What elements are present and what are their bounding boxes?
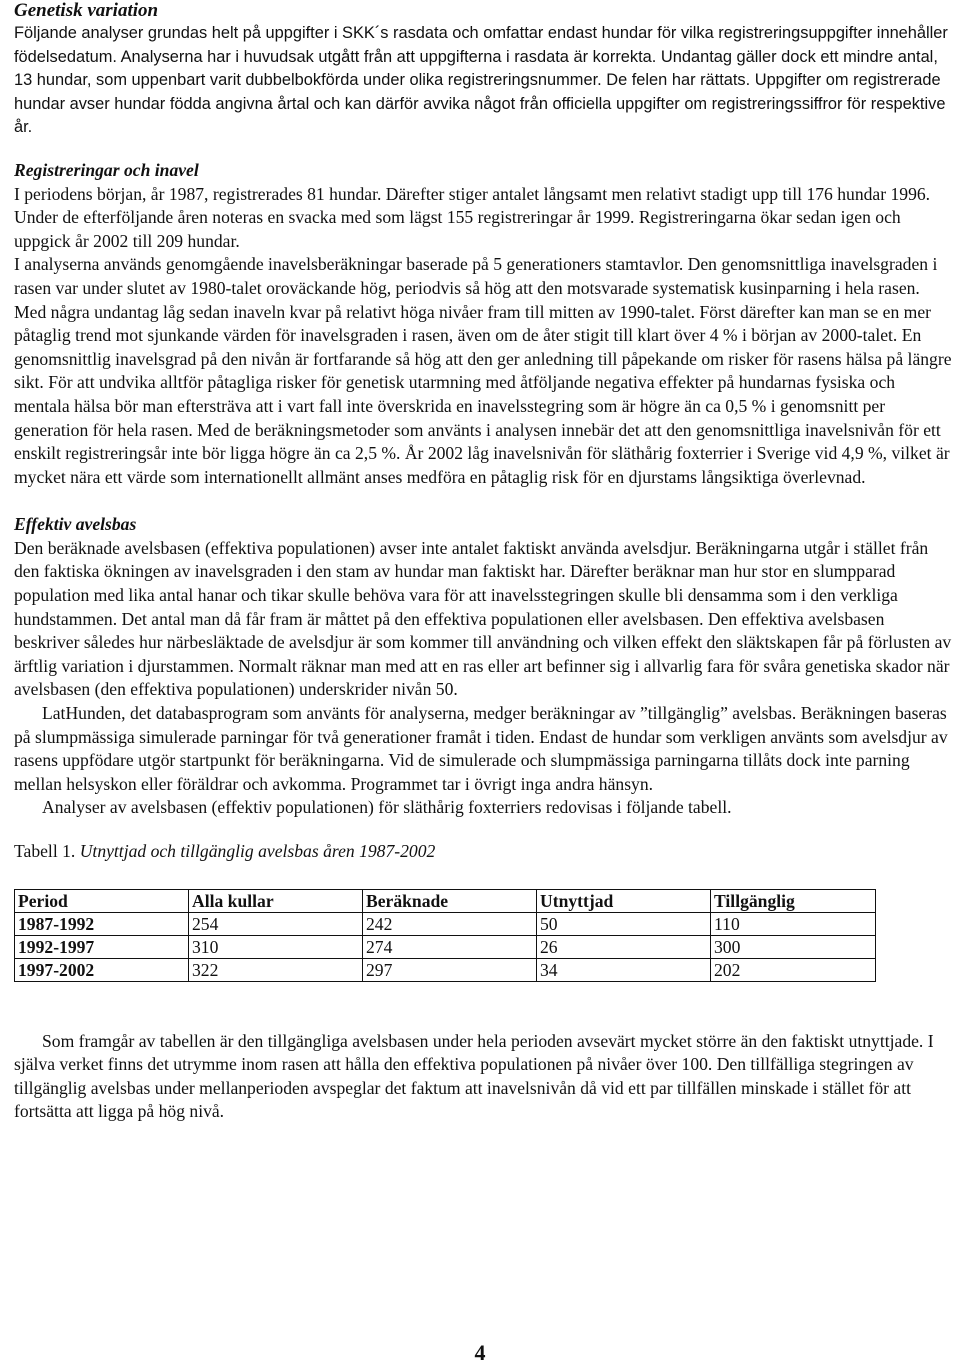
table-header-beraknade: Beräknade [363,889,537,912]
table-cell: 274 [363,935,537,958]
table-caption-title: Utnyttjad och tillgänglig avelsbas åren 1987-2002 [79,841,436,861]
table-caption [14,840,954,864]
table-cell-period: 1997-2002 [15,958,189,981]
paragraph-genetisk-variation: Följande analyser grundas helt på uppgifter i SKK´s rasdata och omfattar endast hundar för vilka registreringsuppgifter innehåller födelsedatum. Analyserna har i huvudsak utgått från att uppgifterna i rasdata är korrekta. Undantag gäller dock ett mindre antal, 13 hundar, som uppenbart varit dubbelbokförda under olika registreringsnummer. De felen har rättats. Uppgifter om registrerade hundar avser hundar födda angivna årtal och kan därför avvika något från officiella uppgifter om registreringssiffror för respektive år. [14,24,948,137]
table-cell: 300 [711,935,876,958]
table-cell: 110 [711,912,876,935]
table-cell-period: 1992-1997 [15,935,189,958]
page-number: 4 [474,1340,486,1365]
spacer [14,489,954,513]
paragraph-effektiv-avelsbas: Den beräknade avelsbasen (effektiva populationen) avser inte antalet faktiskt använda avelsdjur. Beräkningarna utgår i stället från den faktiska ökningen av inavelsgraden i den stam av hundar man faktiskt har. Därefter beräknar man hur stor en slumpparad population med lika antal hanar och tikar skulle behöva vara för att inavelsstegringen skulle bli densamma som i den verkliga hundstammen. Det antal man då får fram är måttet på den effektiva populationen eller avelsbasen. Den effektiva avelsbasen beskriver således hur närbesläktade de avelsdjur är som kommer till användning och vilken effekt den släktskapen får på förlusten av ärftlig variation i djurstammen. Normalt räknar man med att en ras eller art befinner sig i allvarlig fara för svåra genetiska skador när avelsbasen (den effektiva populationen) underskrider nivån 50. [14,537,952,700]
table-row [15,935,876,958]
table-row [15,912,876,935]
table-cell: 242 [363,912,537,935]
avelsbas-table [14,889,876,982]
table-cell-period: 1987-1992 [15,912,189,935]
paragraph-lathunden: LatHunden, det databasprogram som använts för analyserna, medger beräkningar av ”tillgänglig” avelsbas. Beräkningen baseras på slumpmässiga simulerade parningar för två generationer framåt i tiden. Endast de hundar som verkligen använts som avelsdjur av rasens uppfödare utgör startpunkt för beräkningarna. Vid de simulerade och slumpmässiga parningarna tillåts dock inte parning mellan helsyskon eller föräldrar och avkomma. Programmet tar i övrigt inga andra hänsyn. [14,703,948,794]
spacer [14,820,954,840]
table-cell: 50 [537,912,711,935]
table-cell: 254 [189,912,363,935]
section-heading-registreringar: Registreringar och inavel [14,159,199,180]
document-page [14,0,954,1124]
table-cell: 322 [189,958,363,981]
paragraph-registreringar: I periodens början, år 1987, registrerades 81 hundar. Därefter stiger antalet långsamt men relativt stadigt upp till 176 hundar 1996. Under de efterföljande åren noteras en svacka med som lägst 155 registreringar år 1999. Registreringarna ökar sedan igen och uppgick år 2002 till 209 hundar. [14,183,931,251]
section-heading-genetisk-variation: Genetisk variation [14,0,159,21]
spacer [14,864,954,889]
paragraph-analyser: Analyser av avelsbasen (effektiv populationen) för släthårig foxterriers redovisas i följande tabell. [42,797,732,818]
table-cell: 202 [711,958,876,981]
table-cell: 26 [537,935,711,958]
table-row [15,958,876,981]
spacer [14,140,954,159]
table-cell: 34 [537,958,711,981]
table-caption-prefix: Tabell 1. [14,841,76,861]
table-cell: 310 [189,935,363,958]
table-header-tillganglig: Tillgänglig [711,889,876,912]
table-cell: 297 [363,958,537,981]
section-heading-effektiv-avelsbas: Effektiv avelsbas [14,514,137,535]
table-header-row [15,889,876,912]
table-header-utnyttjad: Utnyttjad [537,889,711,912]
spacer [14,982,954,1030]
table-header-period: Period [15,889,189,912]
table-header-alla-kullar: Alla kullar [189,889,363,912]
paragraph-inavel: I analyserna används genomgående inavelsberäkningar baserade på 5 generationers stamtavlor. Den genomsnittliga inavelsgraden i rasen var under slutet av 1980-talet oroväckande hög, periodvis så hög att den motsvarade systematisk kusinparning i hela rasen. Med några undantag låg sedan inaveln kvar på relativt höga nivåer fram till mitten av 1990-talet. Först därefter kan man se en mer påtaglig trend mot sjunkande värden för inavelsgraden i rasen, även om de åter stigit till klart över 4 % i början av 2000-talet. En genomsnittlig inavelsgrad på den nivån är fortfarande så hög att den ger anledning till påpekande om risker för rasens hälsa på längre sikt. För att undvika alltför påtagliga risker för genetisk utarmning med åtföljande negativa effekter på hundarnas fysiska och mentala hälsa bör man eftersträva att i vart fall inte överskrida en inavelsstegring som är högre än ca 0,5 % i genomsnitt per generation för hela rasen. Med de beräkningsmetoder som använts i analysen innebär det att den genomsnittliga inavelsnivån för ett enskilt registreringsår inte bör ligga högre än ca 2,5 %. År 2002 låg inavelsnivån för släthårig foxterrier i Sverige vid 4,9 %, vilket är mycket nära ett värde som internationellt allmänt anses medföra en påtaglig risk för en djurstams långsiktiga överlevnad. [14,254,952,487]
paragraph-conclusion: Som framgår av tabellen är den tillgängliga avelsbasen under hela perioden avsevärt mycket större än den faktiskt utnyttjade. I själva verket finns det utrymme inom rasen att hålla den effektiva populationen på nivåer över 100. Den tillfälliga stegringen av tillgänglig avelsbas under mellanperioden avspeglar det faktum att inavelsnivån då vid ett par tillfällen minskade i stället för att fortsätta att ligga på hög nivå. [14,1030,934,1122]
